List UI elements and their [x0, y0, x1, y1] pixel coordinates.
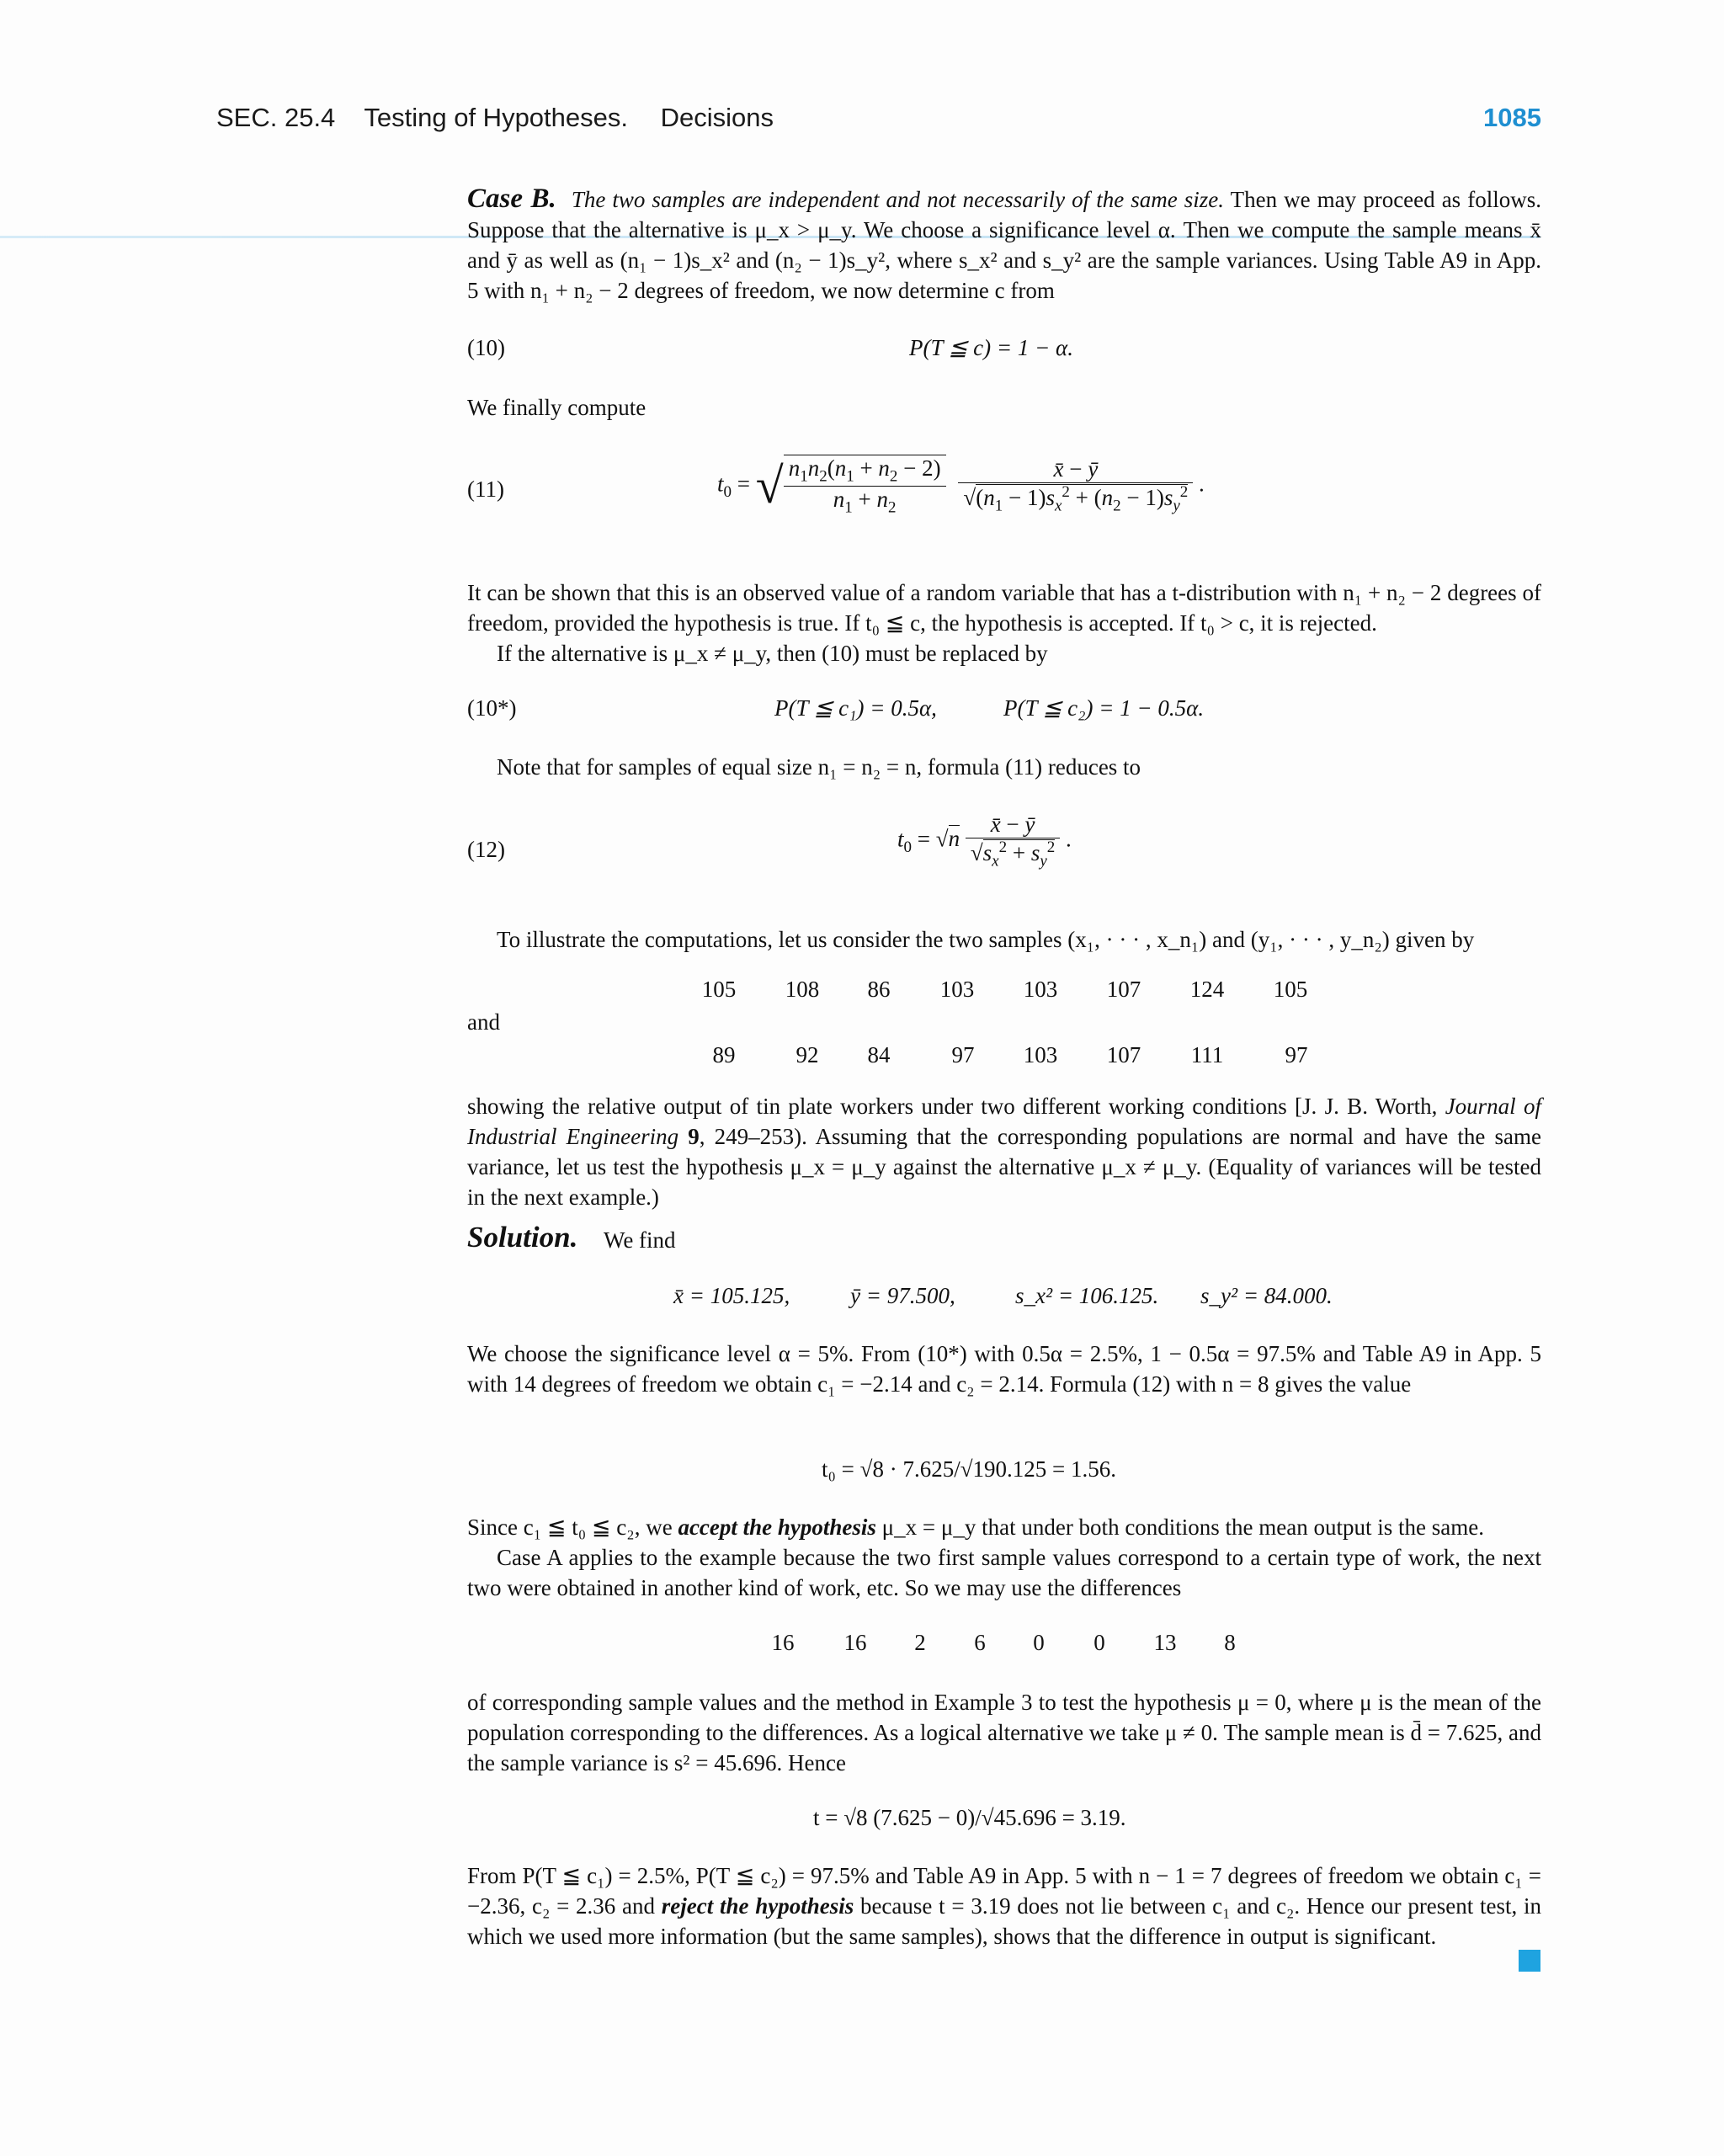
eq10s-a: P(T ≦ c₁) = 0.5α,: [774, 695, 937, 721]
case-b-lead: The two samples are independent and not necessarily of the same size.: [571, 187, 1225, 212]
journal-volume: 9: [688, 1124, 700, 1149]
eq11-label: (11): [467, 476, 504, 502]
showing-b: , 249–253). Assuming that the corresponding populations are normal and have the same variance, let us test the hypothesis μ_x = μ_y against the alternative μ_x ≠ μ_y. (Equality of variances will be tested in the next example.): [467, 1124, 1542, 1210]
header-left: [216, 103, 774, 133]
eq10s-label: (10*): [467, 695, 517, 721]
sample-y-value: 84: [867, 1042, 891, 1067]
sample-x-value: 107: [1106, 977, 1141, 1002]
showing-a: showing the relative output of tin plate workers under two different working conditions [J. J. B. Worth,: [467, 1094, 1438, 1119]
illustrate-text: To illustrate the computations, let us consider the two samples (x₁, · · · , x_n₁) and (y₁, · · · , y_n₂) given by: [497, 927, 1475, 952]
after-eq11: It can be shown that this is an observed value of a random variable that has a t-distribution with n₁ + n₂ − 2 degrees of freedom, provided the hypothesis is true. If t₀ ≦ c, the hypothesis is accepted. If t₀ > c, it is rejected.: [467, 580, 1541, 636]
stat-ybar: ȳ = 97.500,: [850, 1283, 955, 1308]
eq10-label: (10): [467, 335, 505, 360]
case-b-label: Case B.: [467, 184, 556, 214]
finally-text: We finally compute: [467, 395, 646, 420]
eq11-formula: $t_0$ = √ $\frac{n_1n_2(n_1 + n_2 - 2)}{n_1 + n_2}$ $\frac{x̄ - ȳ}{√(n_1 - 1)s_x^2 + (n_2 - 1)s_y^2}$ .: [717, 455, 1205, 517]
eq10-body: P(T ≦ c) = 1 − α.: [909, 335, 1073, 360]
reject-hypothesis: reject the hypothesis: [661, 1893, 854, 1919]
note-text: Note that for samples of equal size n₁ = n₂ = n, formula (11) reduces to: [497, 754, 1141, 780]
case-b-paragraph: [467, 184, 1541, 306]
sample-x-value: 108: [785, 977, 820, 1002]
difference-value: 0: [1033, 1630, 1045, 1655]
eq12-label: (12): [467, 837, 505, 862]
accept-hypothesis: accept the hypothesis: [678, 1515, 876, 1540]
sample-x-value: 105: [1273, 977, 1308, 1002]
case-b-text: Then we may proceed as follows. Suppose that the alternative is μ_x > μ_y. We choose a significance level α. Then we compute the sample means x̄ and ȳ as well as (n₁ − 1)s_x² and (n₂ − 1)s_y², where s_x² and s_y² are the sample variances. Using Table A9 in App. 5 with n₁ + n₂ − 2 degrees of freedom, we now determine c from: [467, 187, 1541, 303]
since-line: [467, 1512, 1541, 1542]
final-paragraph: [467, 1861, 1541, 1951]
sample-y-value: 103: [1023, 1042, 1058, 1067]
difference-value: 13: [1153, 1630, 1177, 1655]
sample-x-value: 124: [1189, 977, 1225, 1002]
difference-value: 0: [1093, 1630, 1105, 1655]
case-a-paragraph: Case A applies to the example because the two first sample values correspond to a certain type of work, the next two were obtained in another kind of work, etc. So we may use the differences: [467, 1545, 1541, 1600]
showing-paragraph: [467, 1091, 1541, 1212]
choose-paragraph: We choose the significance level α = 5%. From (10*) with 0.5α = 2.5%, 1 − 0.5α = 97.5% and Table A9 in App. 5 with 14 degrees of freedom we obtain c₁ = −2.14 and c₂ = 2.14. Formula (12) with n = 8 gives the value: [467, 1341, 1541, 1397]
sample-x-value: 105: [701, 977, 737, 1002]
since-a: Since c₁ ≦ t₀ ≦ c₂, we: [467, 1515, 673, 1540]
sample-y-value: 97: [1285, 1042, 1308, 1067]
section-subtitle: Decisions: [660, 103, 774, 132]
sample-y-value: 89: [712, 1042, 736, 1067]
sample-y-value: 97: [951, 1042, 975, 1067]
t-value-equation: t = √8 (7.625 − 0)/√45.696 = 3.19.: [813, 1805, 1126, 1830]
journal-name: Journal of Industrial Engineering: [467, 1094, 1542, 1149]
corresponding-paragraph: of corresponding sample values and the method in Example 3 to test the hypothesis μ = 0, where μ is the mean of the population corresponding to the differences. As a logical alternative we take μ ≠ 0. The sample mean is d̄ = 7.625, and the sample variance is s² = 45.696. Hence: [467, 1690, 1541, 1775]
sample-x-value: 86: [867, 977, 891, 1002]
sample-x-value: 103: [1023, 977, 1058, 1002]
sample-x-value: 103: [939, 977, 975, 1002]
t0-value-equation: t₀ = √8 · 7.625/√190.125 = 1.56.: [822, 1456, 1116, 1482]
final-a: From P(T ≦ c₁) = 2.5%, P(T ≦ c₂) = 97.5% and Table A9 in App. 5 with n − 1 = 7 degrees of freedom we obtain c₁ = −2.36, c₂ = 2.36 and: [467, 1863, 1541, 1919]
eq12-formula: $t_0 = √n$ $\frac{x̄ - ȳ}{√s_x^2 + s_y^2}$ .: [897, 812, 1072, 870]
page-number: 1085: [1483, 103, 1541, 132]
sample-y-value: 92: [795, 1042, 819, 1067]
stat-sy2: s_y² = 84.000.: [1200, 1283, 1333, 1308]
stat-xbar: x̄ = 105.125,: [673, 1283, 790, 1308]
difference-value: 2: [914, 1630, 926, 1655]
solution-label: Solution.: [467, 1221, 578, 1254]
final-c: because t = 3.19 does not lie between c₁ and c₂. Hence our present test, in which we used more information (but the same samples), shows that the difference in output is significant.: [467, 1893, 1541, 1949]
difference-value: 16: [771, 1630, 795, 1655]
difference-value: 16: [843, 1630, 867, 1655]
solution-text: We find: [604, 1227, 676, 1253]
running-header: [0, 98, 1724, 141]
sample-y-value: 111: [1190, 1042, 1224, 1067]
difference-value: 6: [974, 1630, 986, 1655]
end-of-example-square: [1519, 1950, 1540, 1972]
and-text: and: [467, 1009, 500, 1035]
section-title: Testing of Hypotheses.: [364, 103, 628, 132]
since-c: μ_x = μ_y that under both conditions the mean output is the same.: [881, 1515, 1484, 1540]
section-number: SEC. 25.4: [216, 103, 336, 132]
stat-sx2: s_x² = 106.125.: [1015, 1283, 1159, 1308]
eq10s-b: P(T ≦ c₂) = 1 − 0.5α.: [1003, 695, 1205, 721]
difference-value: 8: [1224, 1630, 1236, 1655]
sample-y-value: 107: [1106, 1042, 1141, 1067]
alternative-text: If the alternative is μ_x ≠ μ_y, then (10) must be replaced by: [497, 641, 1048, 666]
